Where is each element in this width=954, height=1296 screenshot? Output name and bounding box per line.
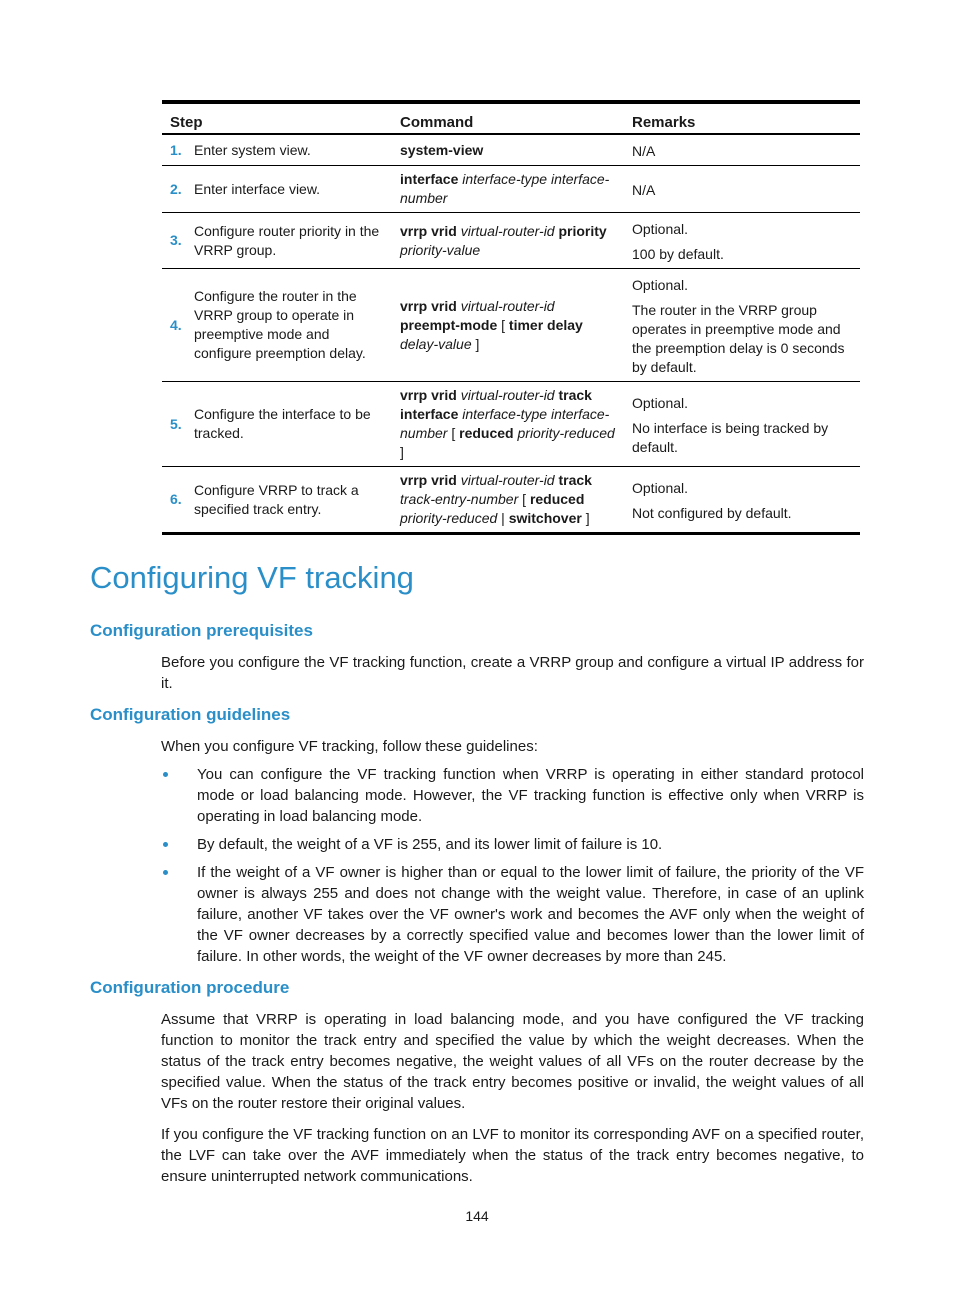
guidelines-heading: Configuration guidelines (90, 705, 291, 724)
remark-line: Optional. (632, 480, 689, 496)
command-keyword: interface (400, 406, 459, 422)
step-remarks (624, 382, 860, 467)
header-command: Command (392, 102, 624, 134)
step-remarks (624, 467, 860, 534)
command-keyword: vrrp vrid (400, 387, 457, 403)
step-number: 6. (162, 467, 186, 534)
step-number: 1. (162, 134, 186, 166)
header-step: Step (162, 102, 392, 134)
step-command (392, 166, 624, 213)
command-keyword: reduced (459, 425, 514, 441)
procedure-paragraph-2: If you configure the VF tracking function on an LVF to monitor its corresponding AVF on a specified router, the LVF can take over the AVF immediately when the status of the track entry becomes negative, to ensure uninterrupted network communications. (161, 1126, 864, 1185)
step-number: 5. (162, 382, 186, 467)
bullet-icon (163, 842, 168, 847)
remark-line: N/A (632, 182, 656, 198)
remark-line: N/A (632, 143, 656, 159)
step-command (392, 269, 624, 382)
table-body (162, 134, 860, 534)
command-argument: interface-type (462, 171, 548, 187)
remark-line: 100 by default. (632, 246, 724, 262)
step-number: 3. (162, 213, 186, 269)
step-command (392, 213, 624, 269)
command-argument: interface-number (400, 406, 610, 441)
step-description: Enter system view. (186, 134, 392, 166)
command-keyword: preempt-mode (400, 316, 498, 333)
table-row (162, 269, 860, 382)
command-argument: delay-value (400, 335, 472, 352)
command-keyword: system-view (400, 141, 484, 158)
command-argument: priority-reduced (517, 425, 615, 441)
step-number: 2. (162, 166, 186, 213)
command-keyword: vrrp vrid (400, 297, 457, 314)
list-item (161, 834, 864, 855)
command-argument: virtual-router-id (460, 472, 555, 488)
command-argument: priority-value (400, 241, 481, 258)
command-text: ] (400, 444, 404, 460)
guidelines-intro: When you configure VF tracking, follow these guidelines: (161, 738, 538, 755)
command-argument: virtual-router-id (460, 297, 555, 314)
command-argument: interface-number (400, 171, 610, 206)
command-text: [ (497, 316, 509, 333)
command-argument: interface-type (462, 406, 548, 422)
step-description: Enter interface view. (186, 166, 392, 213)
prereq-heading: Configuration prerequisites (90, 621, 313, 640)
remark-line: Optional. (632, 395, 689, 411)
command-argument: priority-reduced (400, 510, 498, 526)
step-description: Configure VRRP to track a specified track entry. (186, 467, 392, 534)
prereq-text: Before you configure the VF tracking function, create a VRRP group and configure a virtual IP address for it. (161, 654, 864, 692)
section-title: Configuring VF tracking (90, 560, 414, 595)
command-keyword: reduced (529, 491, 585, 507)
remark-line: No interface is being tracked by default. (632, 420, 829, 455)
command-argument: virtual-router-id (460, 222, 555, 239)
remark-line: Optional. (632, 277, 689, 293)
guidelines-list (161, 764, 864, 974)
command-argument: track-entry-number (400, 491, 519, 507)
bullet-icon (163, 870, 168, 875)
command-argument: virtual-router-id (460, 387, 555, 403)
command-keyword: vrrp vrid (400, 472, 457, 488)
command-keyword: priority (558, 222, 607, 239)
remark-line: Not configured by default. (632, 505, 792, 521)
list-item (161, 764, 864, 827)
step-remarks (624, 213, 860, 269)
step-command (392, 467, 624, 534)
step-command (392, 382, 624, 467)
command-keyword: track (558, 387, 592, 403)
command-text: ] (471, 335, 480, 352)
list-item (161, 862, 864, 967)
command-text: | (497, 510, 509, 526)
step-remarks (624, 134, 860, 166)
list-item-text: If the weight of a VF owner is higher than or equal to the lower limit of failure, the priority of the VF owner is always 255 and does not change with the weight value. Therefore, in case of an uplink failure, another VF takes over the VF owner's work and becomes the AVF only when the weight of the VF owner decreases by a correctly specified value and becomes lower than the lower limit of failure. In other words, the weight of the VF owner decreases by more than 245. (197, 864, 864, 965)
step-remarks (624, 166, 860, 213)
table-row (162, 134, 860, 166)
command-keyword: vrrp vrid (400, 222, 457, 239)
table-header-row (162, 102, 860, 134)
step-description: Configure router priority in the VRRP group. (186, 213, 392, 269)
table-row (162, 382, 860, 467)
step-description: Configure the router in the VRRP group to operate in preemptive mode and configure preemption delay. (186, 269, 392, 382)
remark-line: The router in the VRRP group operates in preemptive mode and the preemption delay is 0 seconds by default. (632, 302, 845, 375)
list-item-text: By default, the weight of a VF is 255, and its lower limit of failure is 10. (197, 836, 663, 853)
procedure-heading: Configuration procedure (90, 978, 290, 997)
command-keyword: switchover (508, 510, 582, 526)
command-text: ] (581, 510, 590, 526)
table-row (162, 213, 860, 269)
command-keyword: track (558, 472, 592, 488)
steps-table (162, 100, 860, 535)
step-description: Configure the interface to be tracked. (186, 382, 392, 467)
procedure-paragraph-1: Assume that VRRP is operating in load balancing mode, and you have configured the VF tracking function to monitor the track entry and specified the value by which the weight decreases. When the status of the track entry becomes negative, the weight values of all VFs on the router decrease by the specified value. When the status of the track entry becomes positive or invalid, the weight values of all VFs on the router restore their original values. (161, 1011, 864, 1112)
table-row (162, 467, 860, 534)
list-item-text: You can configure the VF tracking function when VRRP is operating in either standard protocol mode or load balancing mode. However, the VF tracking function is effective only when VRRP is operating in load balancing mode. (197, 766, 864, 825)
page-number: 144 (465, 1208, 489, 1224)
step-command (392, 134, 624, 166)
command-keyword: timer delay (508, 316, 583, 333)
step-number: 4. (162, 269, 186, 382)
command-keyword: interface (400, 171, 459, 187)
remark-line: Optional. (632, 221, 689, 237)
table-row (162, 166, 860, 213)
step-remarks (624, 269, 860, 382)
command-text: [ (447, 425, 460, 441)
bullet-icon (163, 772, 168, 777)
command-text: [ (518, 491, 530, 507)
header-remarks: Remarks (624, 102, 860, 134)
